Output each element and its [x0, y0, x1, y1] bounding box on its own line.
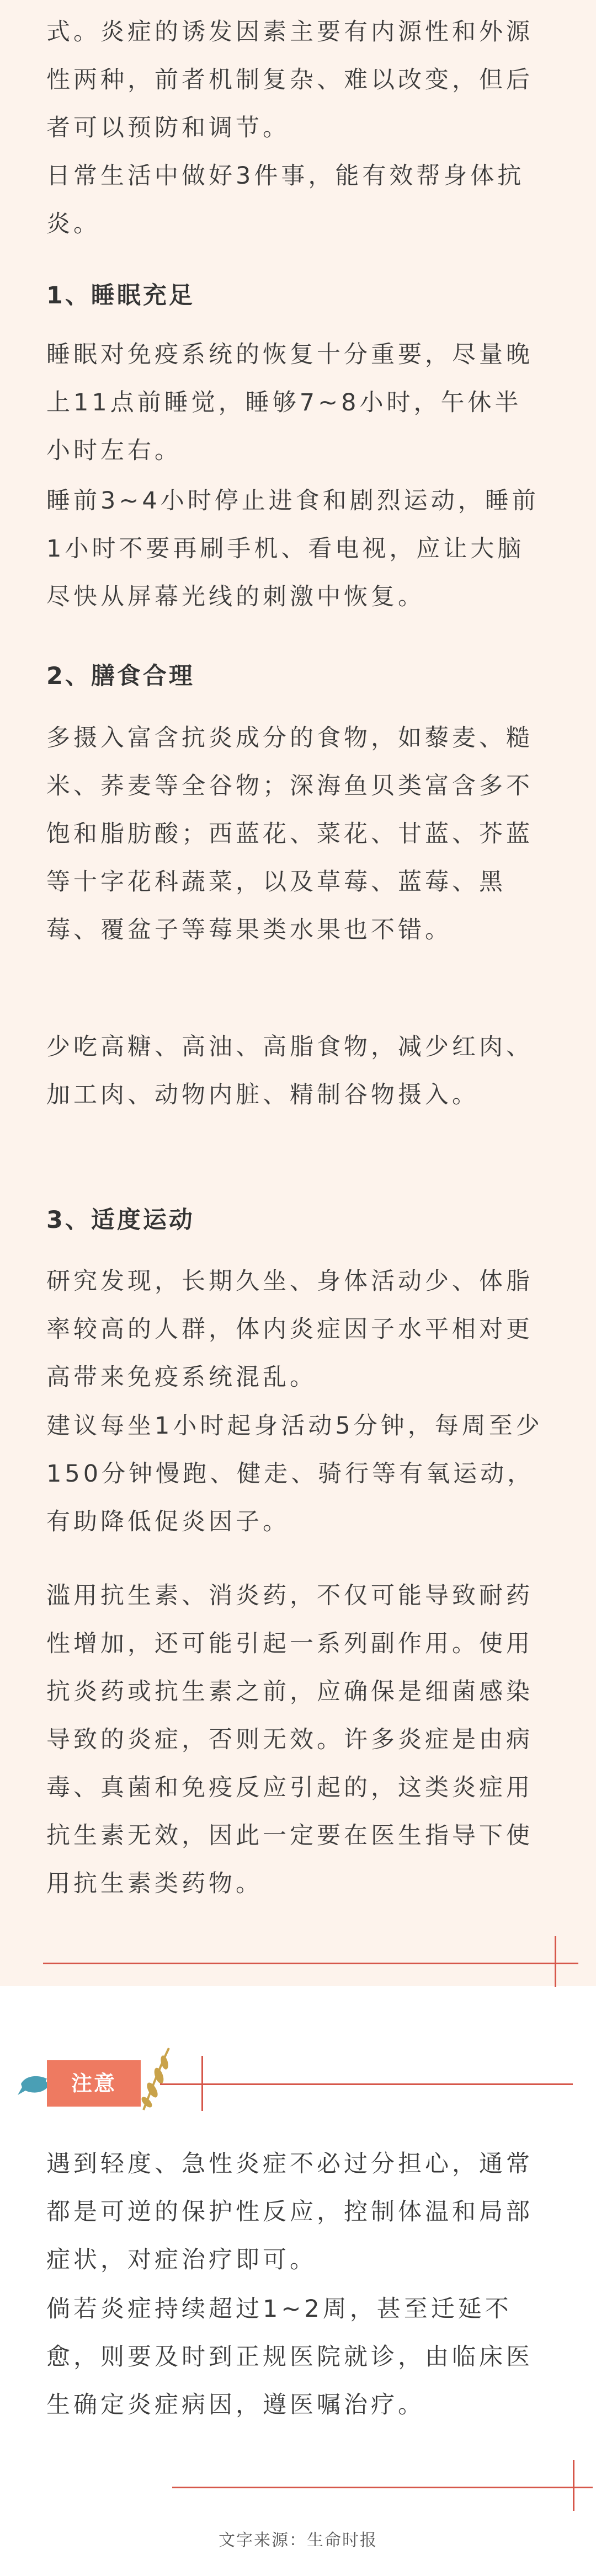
section-heading-sleep: 1、睡眠充足	[46, 282, 195, 309]
source-credit: 文字来源：生命时报	[219, 2531, 377, 2550]
diet-paragraph-1: 多摄入富含抗炎成分的食物，如藜麦、糙米、荞麦等全谷物；深海鱼贝类富含多不饱和脂肪酸；西蓝花、菜花、甘蓝、芥蓝等十字花科蔬菜，以及草莓、蓝莓、黑莓、覆盆子等莓果类水果也不错。	[46, 724, 533, 944]
antibiotics-paragraph: 滥用抗生素、消炎药，不仅可能导致耐药性增加，还可能引起一系列副作用。使用抗炎药或抗生素之前，应确保是细菌感染导致的炎症，否则无效。许多炎症是由病毒、真菌和免疫反应引起的，这类炎症用抗生素无效，因此一定要在医生指导下使用抗生素类药物。	[46, 1582, 533, 1898]
notice-header-line	[160, 2083, 573, 2085]
notice-divider-tick	[573, 2460, 574, 2511]
section-heading-exercise: 3、适度运动	[46, 1206, 195, 1234]
section-divider-tick	[555, 1936, 556, 1987]
section-heading-diet: 2、膳食合理	[46, 662, 195, 690]
leaf-branch-icon	[137, 2044, 175, 2113]
notice-paragraph-1: 遇到轻度、急性炎症不必过分担心，通常都是可逆的保护性反应，控制体温和局部症状，对症治疗即可。	[46, 2150, 533, 2274]
notice-badge: 注意	[47, 2060, 141, 2107]
diet-paragraph-2: 少吃高糖、高油、高脂食物，减少红肉、加工肉、动物内脏、精制谷物摄入。	[46, 1033, 533, 1109]
sleep-paragraph-2: 睡前3~4小时停止进食和剧烈运动，睡前1小时不要再刷手机、看电视，应让大脑尽快从屏幕光线的刺激中恢复。	[46, 487, 539, 611]
notice-paragraph-2: 倘若炎症持续超过1~2周，甚至迁延不愈，则要及时到正规医院就诊，由临床医生确定炎症病因，遵医嘱治疗。	[46, 2295, 533, 2419]
exercise-paragraph-1: 研究发现，长期久坐、身体活动少、体脂率较高的人群，体内炎症因子水平相对更高带来免疫系统混乱。	[46, 1268, 533, 1391]
exercise-paragraph-2: 建议每坐1小时起身活动5分钟，每周至少150分钟慢跑、健走、骑行等有氧运动，有助降低促炎因子。	[46, 1412, 543, 1536]
notice-header-tick	[201, 2056, 203, 2111]
intro-paragraph: 式。炎症的诱发因素主要有内源性和外源性两种，前者机制复杂、难以改变，但后者可以预防和调节。	[46, 18, 533, 142]
sleep-paragraph-1: 睡眠对免疫系统的恢复十分重要，尽量晚上11点前睡觉，睡够7~8小时，午休半小时左右。	[46, 341, 533, 464]
notice-divider-line	[172, 2487, 593, 2488]
intro-summary: 日常生活中做好3件事，能有效帮身体抗炎。	[46, 162, 525, 238]
section-divider-line	[43, 1963, 578, 1964]
